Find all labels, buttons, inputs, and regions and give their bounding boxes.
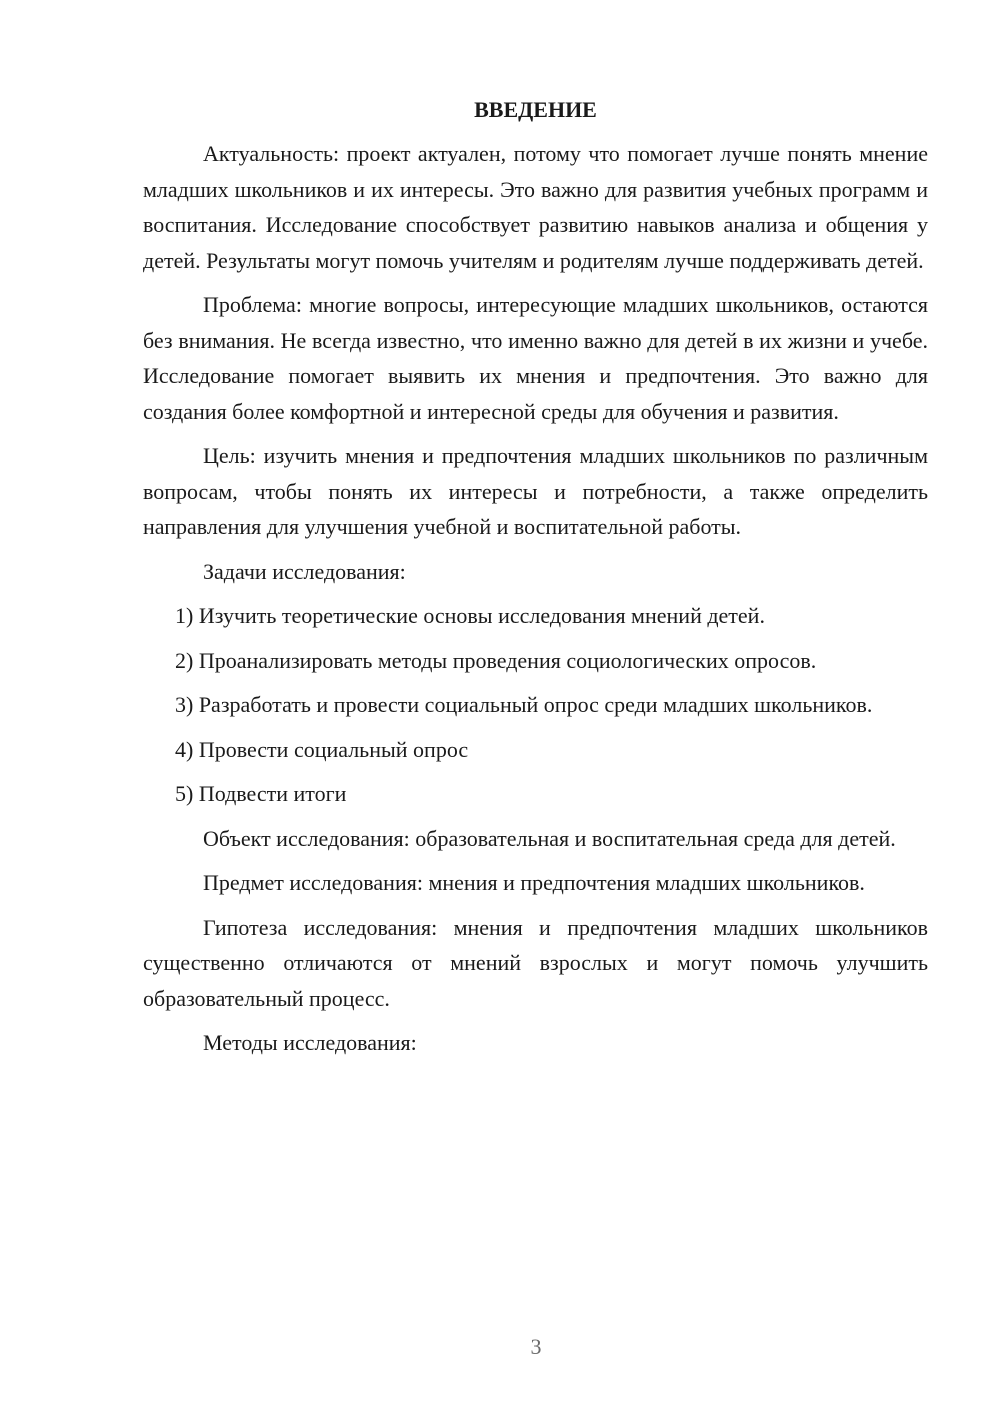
- page-content: [143, 94, 928, 1070]
- subject-paragraph: Предмет исследования: мнения и предпочтения младших школьников.: [203, 870, 865, 895]
- task-item: 4) Провести социальный опрос: [175, 736, 469, 762]
- hypothesis-paragraph: Гипотеза исследования: мнения и предпочтения младших школьников существенно отличаются от мнений взрослых и могут помочь улучшить образовательный процесс.: [143, 914, 928, 1011]
- section-title: ВВЕДЕНИЕ: [474, 97, 597, 122]
- task-item: 3) Разработать и провести социальный опрос среди младших школьников.: [175, 692, 873, 717]
- problem-paragraph: Проблема: многие вопросы, интересующие младших школьников, остаются без внимания. Не всегда известно, что именно важно для детей в их жизни и учебе. Исследование помогает выявить их мнения и предпочтения. Это важно для создания более комфортной и интересной среды для обучения и развития.: [143, 292, 928, 424]
- task-item: 5) Подвести итоги: [175, 781, 347, 806]
- tasks-heading: Задачи исследования:: [203, 558, 406, 584]
- object-paragraph: Объект исследования: образовательная и воспитательная среда для детей.: [203, 825, 896, 851]
- task-item: 1) Изучить теоретические основы исследования мнений детей.: [175, 603, 765, 628]
- task-item: 2) Проанализировать методы проведения социологических опросов.: [175, 647, 817, 673]
- page-number: 3: [530, 1334, 542, 1359]
- goal-paragraph: Цель: изучить мнения и предпочтения младших школьников по различным вопросам, чтобы понять их интересы и потребности, а также определить направления для улучшения учебной и воспитательной работы.: [143, 443, 928, 539]
- relevance-paragraph: Актуальность: проект актуален, потому что помогает лучше понять мнение младших школьников и их интересы. Это важно для развития учебных программ и воспитания. Исследование способствует развитию навыков анализа и общения у детей. Результаты могут помочь учителям и родителям лучше поддерживать детей.: [143, 141, 928, 273]
- methods-heading: Методы исследования:: [203, 1030, 417, 1055]
